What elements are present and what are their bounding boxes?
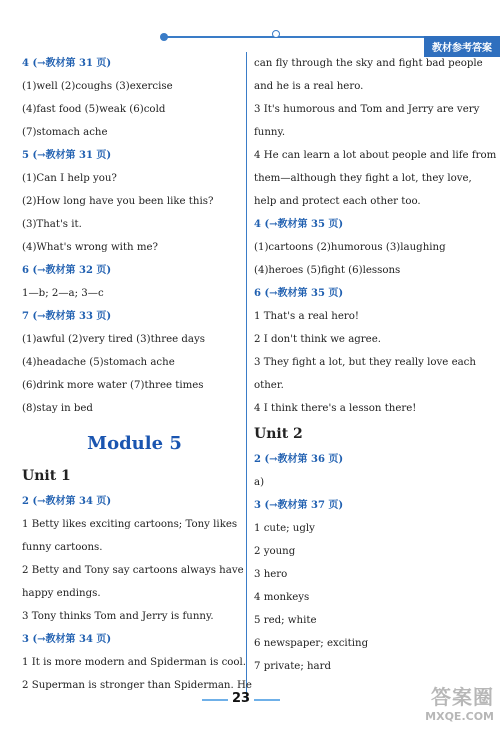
answer-line: help and protect each other too. [254, 196, 421, 207]
section-heading: 4 (→教材第 31 页) [22, 58, 112, 69]
answer-line: 4 I think there's a lesson there! [254, 403, 417, 414]
answer-line: 2 young [254, 546, 296, 557]
answer-line: (1)well (2)coughs (3)exercise [22, 81, 173, 92]
section-heading: 5 (→教材第 31 页) [22, 150, 112, 161]
answer-line: (1)awful (2)very tired (3)three days [22, 334, 205, 345]
right-column [254, 52, 497, 678]
answer-line: (6)drink more water (7)three times [22, 380, 204, 391]
unit-title: Unit 1 [22, 468, 71, 484]
answer-line: (8)stay in bed [22, 403, 93, 414]
section-heading: 3 (→教材第 37 页) [254, 500, 344, 511]
watermark-logo: 答案圈 [431, 685, 494, 709]
answer-line: 4 monkeys [254, 592, 310, 603]
answer-line: 1 cute; ugly [254, 523, 315, 534]
answer-line: (1)cartoons (2)humorous (3)laughing [254, 242, 446, 253]
footer-rule-left [202, 699, 228, 701]
answer-line: and he is a real hero. [254, 81, 364, 92]
answer-line: (3)That's it. [22, 219, 82, 230]
answer-line: (4)fast food (5)weak (6)cold [22, 104, 166, 115]
answer-line: 2 Superman is stronger than Spiderman. He [22, 680, 252, 691]
left-items [22, 52, 247, 420]
answer-line: 4 He can learn a lot about people and life from [254, 150, 497, 161]
answer-line: them—although they fight a lot, they love, [254, 173, 472, 184]
answer-line: funny. [254, 127, 286, 138]
footer-rule-right [254, 699, 280, 701]
answer-line: 1 Betty likes exciting cartoons; Tony likes [22, 519, 238, 530]
answer-line: (4)headache (5)stomach ache [22, 357, 175, 368]
section-heading: 7 (→教材第 33 页) [22, 311, 112, 322]
answer-line: (2)How long have you been like this? [22, 196, 214, 207]
answer-line: funny cartoons. [22, 542, 103, 553]
watermark [425, 681, 494, 723]
answer-line: 3 It's humorous and Tom and Jerry are very [254, 104, 480, 115]
left-column [22, 52, 252, 697]
answer-line: 1 That's a real hero! [254, 311, 359, 322]
header-ring [272, 30, 280, 38]
answer-line: 1—b; 2—a; 3—c [22, 288, 104, 299]
answer-line: 2 I don't think we agree. [254, 334, 381, 345]
section-heading: 6 (→教材第 35 页) [254, 288, 344, 299]
answer-line: 6 newspaper; exciting [254, 638, 369, 649]
answer-line: (1)Can I help you? [22, 173, 117, 184]
answer-line: 1 It is more modern and Spiderman is cool. [22, 657, 247, 668]
answer-line: 3 Tony thinks Tom and Jerry is funny. [22, 611, 214, 622]
answer-line: 3 hero [254, 569, 288, 580]
left-items-2 [22, 490, 252, 697]
answer-line: 2 Betty and Tony say cartoons always have [22, 565, 244, 576]
right-items [254, 52, 497, 420]
header-tag: 教材参考答案 [424, 36, 500, 57]
section-heading: 2 (→教材第 36 页) [254, 454, 344, 465]
section-heading: 4 (→教材第 35 页) [254, 219, 344, 230]
answer-line: a) [254, 477, 265, 488]
answer-line: happy endings. [22, 588, 101, 599]
answer-line: (4)What's wrong with me? [22, 242, 158, 253]
answer-line: 3 They fight a lot, but they really love each [254, 357, 476, 368]
answer-line: 5 red; white [254, 615, 317, 626]
section-heading: 6 (→教材第 32 页) [22, 265, 112, 276]
page-number: 23 [232, 691, 251, 706]
answer-line: can fly through the sky and fight bad people [254, 58, 483, 69]
section-heading: 2 (→教材第 34 页) [22, 496, 112, 507]
answer-line: other. [254, 380, 284, 391]
header-dot [160, 33, 168, 41]
right-items-2 [254, 448, 490, 678]
answer-line: (7)stomach ache [22, 127, 108, 138]
unit-title-2: Unit 2 [254, 426, 303, 442]
answer-line: 7 private; hard [254, 661, 332, 672]
section-heading: 3 (→教材第 34 页) [22, 634, 112, 645]
answer-line: (4)heroes (5)fight (6)lessons [254, 265, 401, 276]
watermark-url: MXQE.COM [425, 710, 494, 723]
module-title: Module 5 [87, 433, 182, 454]
